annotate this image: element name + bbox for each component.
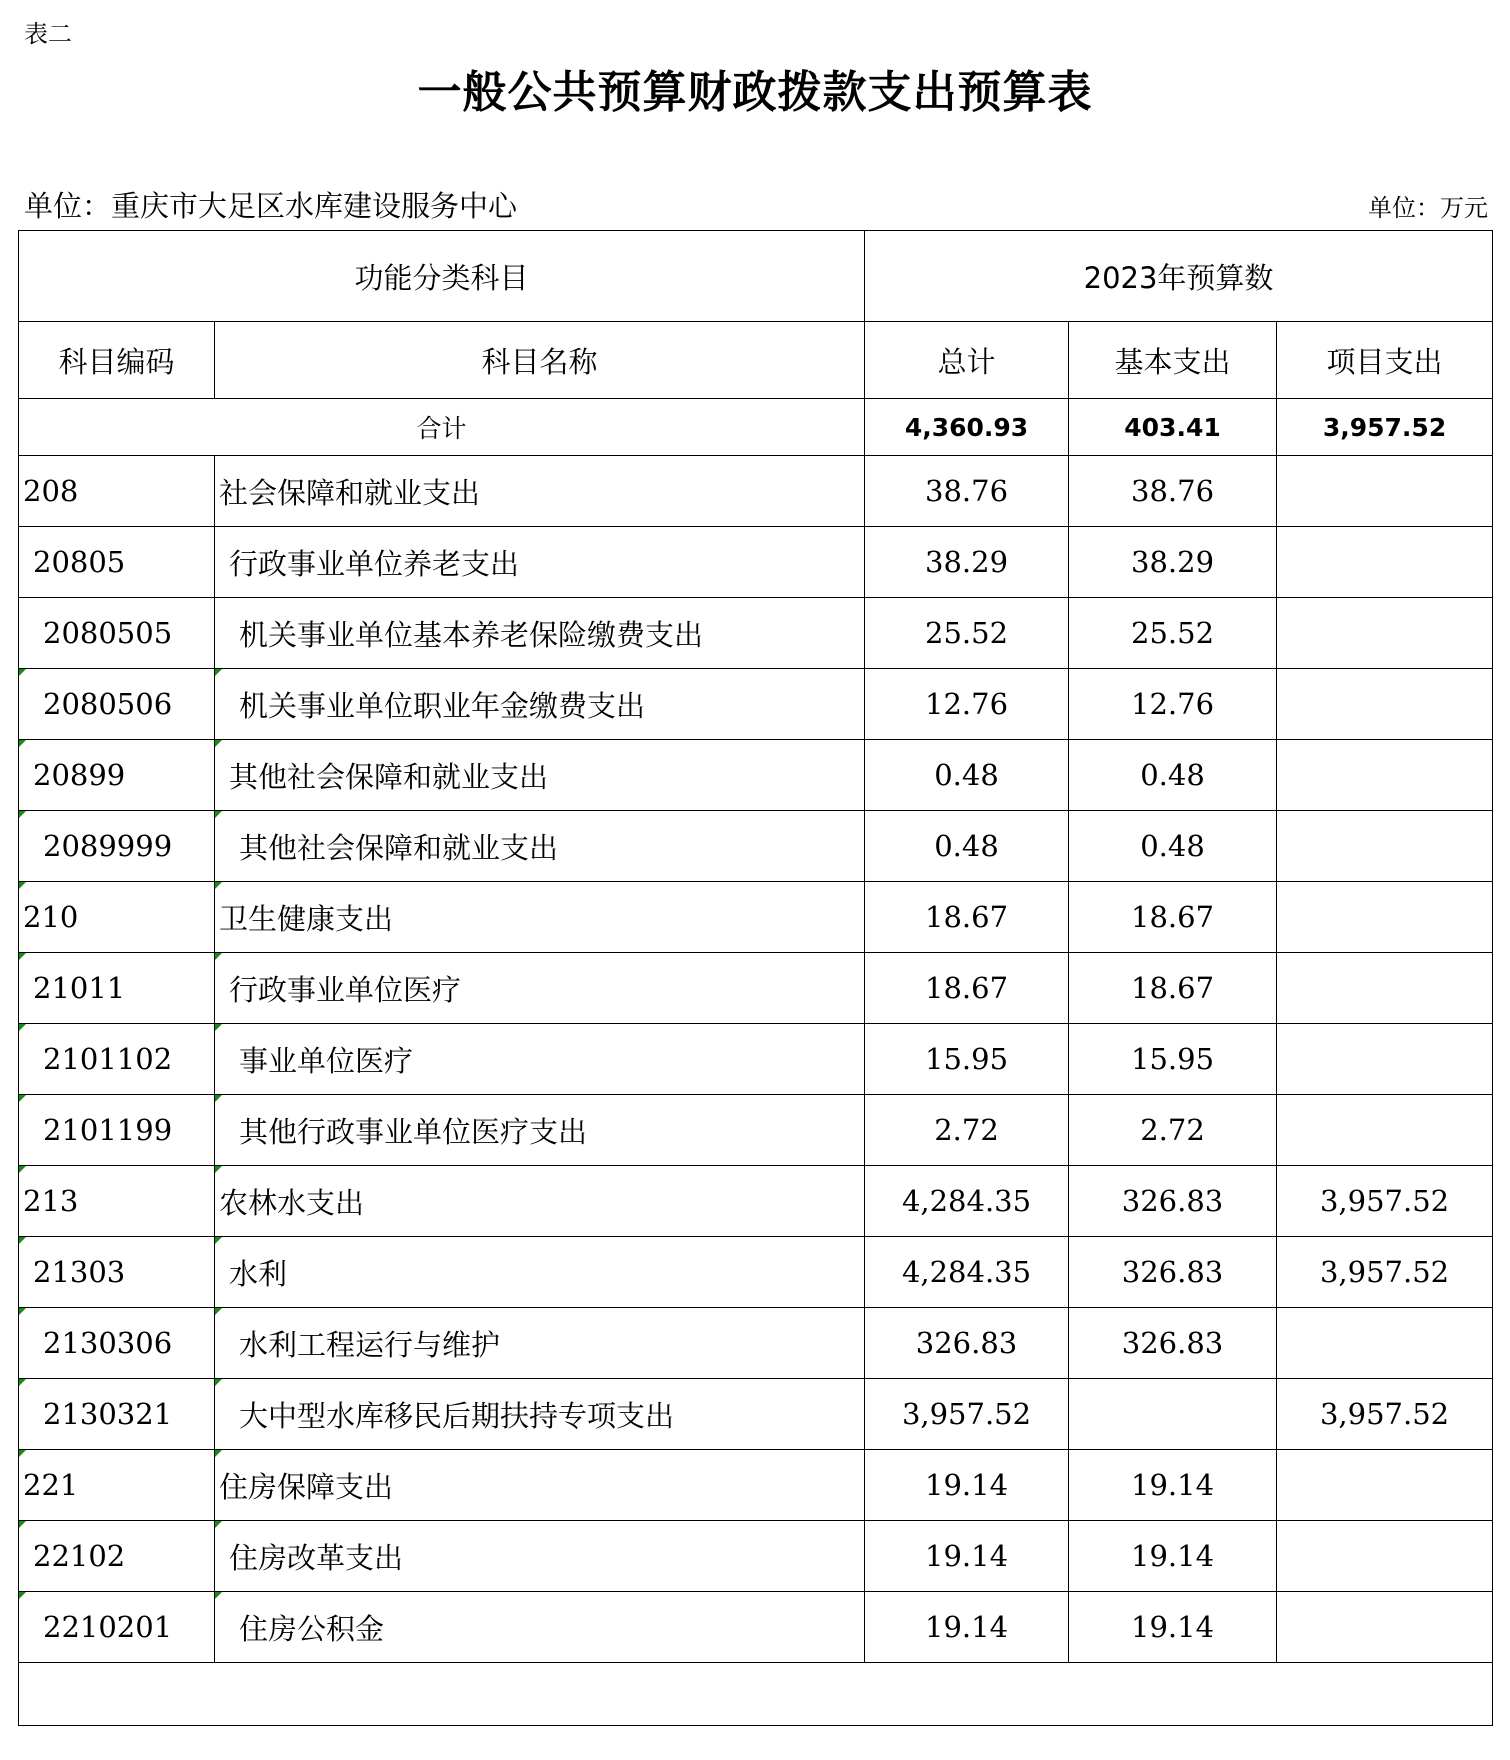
table-row bbox=[19, 1592, 1493, 1663]
total-label: 合计 bbox=[19, 399, 865, 456]
row-name: 住房保障支出 bbox=[215, 1450, 865, 1521]
row-name: 水利 bbox=[215, 1237, 865, 1308]
row-basic: 12.76 bbox=[1069, 669, 1277, 740]
row-basic: 19.14 bbox=[1069, 1592, 1277, 1663]
row-code: 20899 bbox=[19, 740, 215, 811]
row-project bbox=[1277, 882, 1493, 953]
header-basic: 基本支出 bbox=[1069, 322, 1277, 399]
table-number: 表二 bbox=[24, 20, 72, 48]
row-total: 4,284.35 bbox=[865, 1237, 1069, 1308]
row-project bbox=[1277, 1450, 1493, 1521]
row-basic: 38.76 bbox=[1069, 456, 1277, 527]
row-basic bbox=[1069, 1379, 1277, 1450]
row-project bbox=[1277, 456, 1493, 527]
row-project bbox=[1277, 1024, 1493, 1095]
row-total: 19.14 bbox=[865, 1592, 1069, 1663]
table-row bbox=[19, 1450, 1493, 1521]
row-project bbox=[1277, 811, 1493, 882]
table-row bbox=[19, 1024, 1493, 1095]
row-total: 326.83 bbox=[865, 1308, 1069, 1379]
unit-measure: 单位：万元 bbox=[1368, 194, 1488, 222]
row-code: 2130306 bbox=[19, 1308, 215, 1379]
table-body bbox=[19, 456, 1493, 1663]
row-name: 农林水支出 bbox=[215, 1166, 865, 1237]
row-name: 事业单位医疗 bbox=[215, 1024, 865, 1095]
row-name: 住房改革支出 bbox=[215, 1521, 865, 1592]
row-total: 18.67 bbox=[865, 953, 1069, 1024]
header-row-2 bbox=[19, 322, 1493, 399]
row-code: 2210201 bbox=[19, 1592, 215, 1663]
row-basic: 326.83 bbox=[1069, 1237, 1277, 1308]
table-row bbox=[19, 1166, 1493, 1237]
table-row bbox=[19, 1379, 1493, 1450]
row-code: 2130321 bbox=[19, 1379, 215, 1450]
page-title: 一般公共预算财政拨款支出预算表 bbox=[417, 67, 1093, 118]
table-row bbox=[19, 527, 1493, 598]
row-code: 2089999 bbox=[19, 811, 215, 882]
table-row bbox=[19, 669, 1493, 740]
row-basic: 0.48 bbox=[1069, 811, 1277, 882]
row-code: 208 bbox=[19, 456, 215, 527]
table-row bbox=[19, 1095, 1493, 1166]
total-basic: 403.41 bbox=[1069, 399, 1277, 456]
total-row bbox=[19, 399, 1493, 456]
table-row bbox=[19, 598, 1493, 669]
row-project: 3,957.52 bbox=[1277, 1379, 1493, 1450]
header-func-class: 功能分类科目 bbox=[19, 231, 865, 322]
row-code: 21011 bbox=[19, 953, 215, 1024]
row-basic: 326.83 bbox=[1069, 1166, 1277, 1237]
total-sum: 4,360.93 bbox=[865, 399, 1069, 456]
row-project bbox=[1277, 953, 1493, 1024]
table-row bbox=[19, 456, 1493, 527]
row-name: 社会保障和就业支出 bbox=[215, 456, 865, 527]
row-total: 25.52 bbox=[865, 598, 1069, 669]
row-basic: 18.67 bbox=[1069, 882, 1277, 953]
row-basic: 15.95 bbox=[1069, 1024, 1277, 1095]
table-row bbox=[19, 953, 1493, 1024]
row-code: 2080506 bbox=[19, 669, 215, 740]
row-total: 0.48 bbox=[865, 811, 1069, 882]
row-total: 4,284.35 bbox=[865, 1166, 1069, 1237]
row-total: 38.76 bbox=[865, 456, 1069, 527]
row-name: 行政事业单位养老支出 bbox=[215, 527, 865, 598]
footer-cell bbox=[19, 1663, 1493, 1726]
row-basic: 19.14 bbox=[1069, 1450, 1277, 1521]
row-project: 3,957.52 bbox=[1277, 1166, 1493, 1237]
row-name: 其他行政事业单位医疗支出 bbox=[215, 1095, 865, 1166]
row-total: 38.29 bbox=[865, 527, 1069, 598]
row-code: 2080505 bbox=[19, 598, 215, 669]
header-code: 科目编码 bbox=[19, 322, 215, 399]
row-total: 12.76 bbox=[865, 669, 1069, 740]
row-project bbox=[1277, 1592, 1493, 1663]
row-total: 0.48 bbox=[865, 740, 1069, 811]
row-project bbox=[1277, 598, 1493, 669]
row-basic: 326.83 bbox=[1069, 1308, 1277, 1379]
row-name: 机关事业单位职业年金缴费支出 bbox=[215, 669, 865, 740]
header-project: 项目支出 bbox=[1277, 322, 1493, 399]
row-project bbox=[1277, 1521, 1493, 1592]
header-name: 科目名称 bbox=[215, 322, 865, 399]
row-code: 20805 bbox=[19, 527, 215, 598]
row-project bbox=[1277, 669, 1493, 740]
table-row bbox=[19, 740, 1493, 811]
row-total: 19.14 bbox=[865, 1521, 1069, 1592]
header-total: 总计 bbox=[865, 322, 1069, 399]
row-project: 3,957.52 bbox=[1277, 1237, 1493, 1308]
row-project bbox=[1277, 527, 1493, 598]
row-code: 221 bbox=[19, 1450, 215, 1521]
row-name: 其他社会保障和就业支出 bbox=[215, 740, 865, 811]
row-basic: 19.14 bbox=[1069, 1521, 1277, 1592]
row-name: 机关事业单位基本养老保险缴费支出 bbox=[215, 598, 865, 669]
row-code: 22102 bbox=[19, 1521, 215, 1592]
row-basic: 18.67 bbox=[1069, 953, 1277, 1024]
row-basic: 0.48 bbox=[1069, 740, 1277, 811]
row-project bbox=[1277, 740, 1493, 811]
budget-table bbox=[18, 230, 1493, 1726]
row-name: 大中型水库移民后期扶持专项支出 bbox=[215, 1379, 865, 1450]
row-total: 15.95 bbox=[865, 1024, 1069, 1095]
row-total: 3,957.52 bbox=[865, 1379, 1069, 1450]
row-total: 19.14 bbox=[865, 1450, 1069, 1521]
row-code: 210 bbox=[19, 882, 215, 953]
header-budget-year: 2023年预算数 bbox=[865, 231, 1493, 322]
row-basic: 38.29 bbox=[1069, 527, 1277, 598]
row-code: 2101199 bbox=[19, 1095, 215, 1166]
row-total: 18.67 bbox=[865, 882, 1069, 953]
table-row bbox=[19, 882, 1493, 953]
table-row bbox=[19, 1521, 1493, 1592]
row-project bbox=[1277, 1308, 1493, 1379]
row-code: 213 bbox=[19, 1166, 215, 1237]
row-name: 水利工程运行与维护 bbox=[215, 1308, 865, 1379]
row-name: 其他社会保障和就业支出 bbox=[215, 811, 865, 882]
table-footer-space bbox=[19, 1663, 1493, 1726]
row-name: 行政事业单位医疗 bbox=[215, 953, 865, 1024]
header-row-1 bbox=[19, 231, 1493, 322]
row-code: 21303 bbox=[19, 1237, 215, 1308]
row-basic: 25.52 bbox=[1069, 598, 1277, 669]
row-code: 2101102 bbox=[19, 1024, 215, 1095]
table-row bbox=[19, 1308, 1493, 1379]
unit-organization: 单位：重庆市大足区水库建设服务中心 bbox=[24, 189, 518, 223]
table-row bbox=[19, 811, 1493, 882]
row-name: 卫生健康支出 bbox=[215, 882, 865, 953]
row-total: 2.72 bbox=[865, 1095, 1069, 1166]
table-row bbox=[19, 1237, 1493, 1308]
row-basic: 2.72 bbox=[1069, 1095, 1277, 1166]
row-name: 住房公积金 bbox=[215, 1592, 865, 1663]
row-project bbox=[1277, 1095, 1493, 1166]
total-project: 3,957.52 bbox=[1277, 399, 1493, 456]
